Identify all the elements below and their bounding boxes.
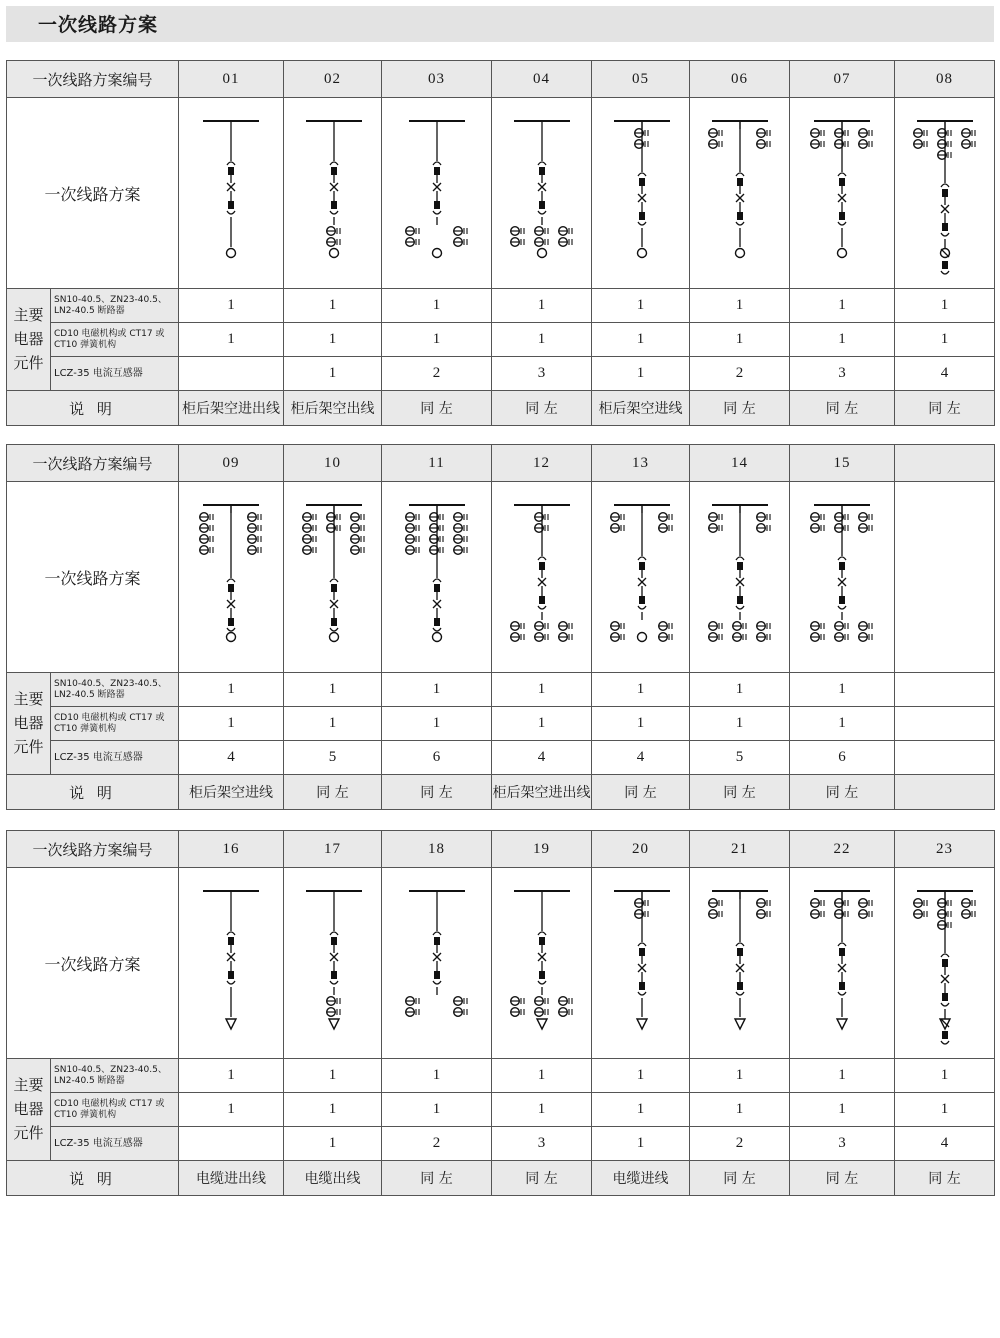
scheme-number: 01 [179,61,284,98]
scheme-number: 03 [382,61,492,98]
circuit-diagram [387,873,487,1053]
circuit-diagram [181,873,281,1053]
component-qty: 2 [382,357,492,391]
component-qty: 1 [895,1093,995,1127]
component-qty: 1 [382,707,492,741]
scheme-description: 同 左 [382,391,492,426]
component-qty: 2 [382,1127,492,1161]
scheme-description: 同 左 [790,391,895,426]
circuit-symbol [306,891,362,1029]
circuit-diagram [592,103,692,283]
scheme-number: 05 [592,61,690,98]
component-qty: 3 [492,357,592,391]
scheme-number: 15 [790,445,895,482]
circuit-symbol [203,891,259,1029]
scheme-number: 23 [895,831,995,868]
circuit-diagram [895,873,995,1053]
component-qty: 1 [690,707,790,741]
scheme-diagram-cell [179,868,284,1059]
component-qty: 1 [179,673,284,707]
component-qty: 4 [492,741,592,775]
component-qty: 2 [690,357,790,391]
scheme-number [895,445,995,482]
scheme-diagram-cell [592,98,690,289]
scheme-number-label: 一次线路方案编号 [7,445,179,482]
component-qty: 1 [690,289,790,323]
component-qty: 4 [895,357,995,391]
component-qty: 1 [284,1127,382,1161]
scheme-description: 同 左 [690,1161,790,1196]
scheme-description: 同 左 [592,775,690,810]
circuit-symbol [709,505,770,645]
scheme-diagram-cell [592,482,690,673]
component-qty: 1 [492,707,592,741]
main-components-label [7,673,51,775]
component-qty: 1 [592,707,690,741]
component-qty: 4 [179,741,284,775]
scheme-description: 同 左 [690,775,790,810]
circuit-diagram [792,873,892,1053]
component-qty: 1 [895,323,995,357]
scheme-number: 20 [592,831,690,868]
component-name: SN10-40.5、ZN23-40.5、LN2-40.5 断路器 [51,289,179,323]
scheme-number: 04 [492,61,592,98]
circuit-diagram [895,103,995,283]
scheme-number: 17 [284,831,382,868]
circuit-symbol [306,121,362,258]
component-name: SN10-40.5、ZN23-40.5、LN2-40.5 断路器 [51,673,179,707]
scheme-number: 10 [284,445,382,482]
component-qty: 1 [284,707,382,741]
component-qty: 1 [179,1059,284,1093]
scheme-number: 08 [895,61,995,98]
component-qty: 1 [690,673,790,707]
component-qty: 1 [179,323,284,357]
scheme-description: 同 左 [492,391,592,426]
component-qty: 1 [790,707,895,741]
scheme-diagram-cell [690,98,790,289]
scheme-number: 18 [382,831,492,868]
component-qty: 1 [284,673,382,707]
scheme-description: 同 左 [284,775,382,810]
scheme-number: 16 [179,831,284,868]
scheme-diagram-cell [492,482,592,673]
component-qty: 1 [592,289,690,323]
scheme-number: 06 [690,61,790,98]
component-qty: 1 [790,1093,895,1127]
circuit-diagram [387,487,487,667]
circuit-symbol [405,121,466,258]
component-qty: 1 [492,323,592,357]
scheme-diagram-cell [179,98,284,289]
scheme-number: 22 [790,831,895,868]
scheme-number: 09 [179,445,284,482]
main-components-label-line: 电器 [13,1101,44,1118]
component-qty: 1 [492,1059,592,1093]
component-qty: 1 [284,1059,382,1093]
scheme-description: 柜后架空进出线 [179,391,284,426]
component-qty: 1 [382,1059,492,1093]
circuit-symbol [405,505,466,642]
scheme-diagram-cell [382,868,492,1059]
circuit-symbol [811,505,872,645]
scheme-description: 柜后架空进线 [592,391,690,426]
title-bar [6,6,994,42]
description-label: 说 明 [7,775,179,810]
scheme-description: 电缆出线 [284,1161,382,1196]
circuit-symbol [511,505,572,645]
circuit-diagram [492,873,592,1053]
circuit-symbol [303,505,364,642]
circuit-symbol [914,891,975,1047]
scheme-description: 同 左 [690,391,790,426]
circuit-diagram [792,103,892,283]
component-qty: 1 [179,289,284,323]
component-qty: 5 [690,741,790,775]
component-qty [179,357,284,391]
circuit-diagram [690,487,790,667]
circuit-diagram [592,873,692,1053]
scheme-label: 一次线路方案 [7,482,179,673]
scheme-diagram-cell [690,868,790,1059]
circuit-symbol [614,891,670,1029]
circuit-diagram [690,873,790,1053]
main-components-label-line: 主要 [13,1077,44,1094]
scheme-description: 电缆进线 [592,1161,690,1196]
scheme-diagram-cell [895,98,995,289]
scheme-diagram-cell [790,868,895,1059]
scheme-description: 柜后架空进线 [179,775,284,810]
circuit-symbol [405,891,466,1020]
scheme-diagram-cell [592,868,690,1059]
scheme-diagram-cell [690,482,790,673]
scheme-number: 13 [592,445,690,482]
scheme-diagram-cell [284,482,382,673]
circuit-diagram [492,487,592,667]
circuit-symbol [511,121,572,258]
scheme-description: 同 左 [790,775,895,810]
main-components-label [7,289,51,391]
scheme-description: 电缆进出线 [179,1161,284,1196]
component-qty: 1 [284,1093,382,1127]
scheme-description: 同 左 [895,1161,995,1196]
circuit-symbol [203,121,259,258]
scheme-number: 12 [492,445,592,482]
circuit-diagram [284,873,384,1053]
scheme-description: 同 左 [790,1161,895,1196]
scheme-diagram-cell [382,482,492,673]
scheme-description: 柜后架空进出线 [492,775,592,810]
scheme-number: 11 [382,445,492,482]
scheme-diagram-cell [790,482,895,673]
component-name: LCZ-35 电流互感器 [51,1127,179,1161]
component-qty: 1 [382,1093,492,1127]
scheme-table-1 [6,60,995,426]
scheme-description: 同 左 [382,1161,492,1196]
scheme-number: 02 [284,61,382,98]
component-qty: 3 [492,1127,592,1161]
component-qty: 1 [690,323,790,357]
scheme-number: 19 [492,831,592,868]
scheme-label: 一次线路方案 [7,98,179,289]
component-qty: 1 [492,673,592,707]
scheme-diagram-cell [895,482,995,673]
scheme-diagram-cell [284,98,382,289]
circuit-symbol [914,121,975,277]
circuit-diagram [387,103,487,283]
component-qty: 1 [492,289,592,323]
component-qty [895,741,995,775]
scheme-diagram-cell [284,868,382,1059]
component-qty: 1 [382,323,492,357]
circuit-symbol [614,121,670,258]
component-qty: 1 [790,323,895,357]
scheme-description: 同 左 [492,1161,592,1196]
circuit-diagram [284,487,384,667]
main-components-label-line: 电器 [13,715,44,732]
circuit-diagram [181,103,281,283]
scheme-diagram-cell [492,868,592,1059]
component-name: LCZ-35 电流互感器 [51,357,179,391]
component-name: CD10 电磁机构或 CT17 或 CT10 弹簧机构 [51,323,179,357]
scheme-label: 一次线路方案 [7,868,179,1059]
component-name: SN10-40.5、ZN23-40.5、LN2-40.5 断路器 [51,1059,179,1093]
circuit-diagram [592,487,692,667]
component-qty: 6 [382,741,492,775]
scheme-number-label: 一次线路方案编号 [7,61,179,98]
circuit-diagram [284,103,384,283]
scheme-diagram-cell [492,98,592,289]
main-components-label-line: 元件 [13,1125,44,1142]
component-qty [895,707,995,741]
component-qty: 1 [690,1059,790,1093]
component-name: CD10 电磁机构或 CT17 或 CT10 弹簧机构 [51,707,179,741]
component-qty: 3 [790,1127,895,1161]
scheme-description [895,775,995,810]
main-components-label-line: 电器 [13,331,44,348]
component-qty: 1 [690,1093,790,1127]
component-qty: 1 [382,673,492,707]
circuit-symbol [811,121,872,258]
circuit-symbol [709,891,770,1029]
scheme-description: 柜后架空出线 [284,391,382,426]
scheme-number: 14 [690,445,790,482]
scheme-description: 同 左 [382,775,492,810]
main-components-label-line: 元件 [13,355,44,372]
circuit-symbol [709,121,770,258]
scheme-diagram-cell [382,98,492,289]
scheme-number: 21 [690,831,790,868]
component-qty: 3 [790,357,895,391]
main-components-label-line: 主要 [13,307,44,324]
main-components-label-line: 元件 [13,739,44,756]
scheme-diagram-cell [179,482,284,673]
circuit-symbol [811,891,872,1029]
circuit-diagram [690,103,790,283]
component-qty: 4 [592,741,690,775]
scheme-number-label: 一次线路方案编号 [7,831,179,868]
component-qty: 1 [284,323,382,357]
component-qty: 1 [382,289,492,323]
component-qty: 1 [790,1059,895,1093]
main-components-label-line: 主要 [13,691,44,708]
component-qty: 1 [592,1127,690,1161]
main-components-label [7,1059,51,1161]
component-qty: 1 [284,357,382,391]
circuit-diagram [181,487,281,667]
component-name: LCZ-35 电流互感器 [51,741,179,775]
scheme-diagram-cell [790,98,895,289]
component-qty: 5 [284,741,382,775]
component-qty: 4 [895,1127,995,1161]
scheme-number: 07 [790,61,895,98]
component-qty: 1 [592,357,690,391]
component-qty: 2 [690,1127,790,1161]
component-qty: 1 [492,1093,592,1127]
component-qty: 6 [790,741,895,775]
component-qty: 1 [284,289,382,323]
component-qty: 1 [790,673,895,707]
component-qty [179,1127,284,1161]
component-qty [895,673,995,707]
component-qty: 1 [592,1093,690,1127]
component-qty: 1 [179,1093,284,1127]
circuit-diagram [492,103,592,283]
description-label: 说 明 [7,1161,179,1196]
component-qty: 1 [592,673,690,707]
component-qty: 1 [790,289,895,323]
component-qty: 1 [179,707,284,741]
component-qty: 1 [592,323,690,357]
description-label: 说 明 [7,391,179,426]
component-name: CD10 电磁机构或 CT17 或 CT10 弹簧机构 [51,1093,179,1127]
circuit-symbol [200,505,261,642]
scheme-description: 同 左 [895,391,995,426]
scheme-table-2 [6,444,995,810]
component-qty: 1 [895,1059,995,1093]
scheme-table-3 [6,830,995,1196]
page-title: 一次线路方案 [38,14,159,36]
circuit-diagram [792,487,892,667]
component-qty: 1 [592,1059,690,1093]
scheme-diagram-cell [895,868,995,1059]
circuit-symbol [511,891,572,1029]
circuit-symbol [611,505,672,645]
component-qty: 1 [895,289,995,323]
